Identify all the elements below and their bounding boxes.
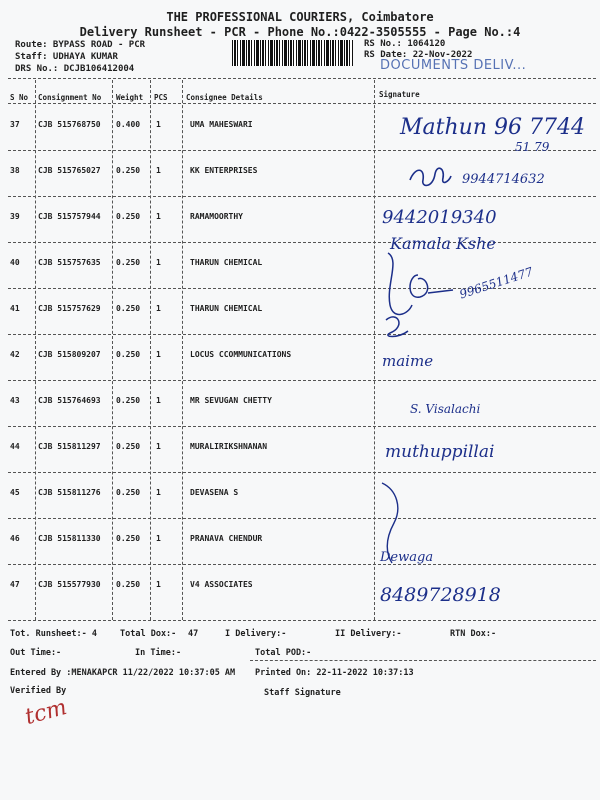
row-divider	[8, 564, 596, 565]
row-consignment-no: CJB 515757944	[38, 212, 101, 221]
verified-by-label: Verified By	[10, 686, 67, 696]
signature-37-note: 51 79	[515, 140, 550, 154]
row-consignee: THARUN CHEMICAL	[190, 258, 263, 267]
staff-label: Staff: UDHAYA KUMAR	[15, 52, 118, 62]
row-weight: 0.250	[116, 396, 141, 405]
row-consignment-no: CJB 515764693	[38, 396, 101, 405]
row-consignee: PRANAVA CHENDUR	[190, 534, 263, 543]
row-consignee: LOCUS CCOMMUNICATIONS	[190, 350, 292, 359]
row-pcs: 1	[156, 488, 161, 497]
row-sno: 40	[10, 258, 20, 267]
row-pcs: 1	[156, 442, 161, 451]
row-consignee: UMA MAHESWARI	[190, 120, 253, 129]
row-pcs: 1	[156, 120, 161, 129]
col-signature: Signature	[379, 90, 420, 99]
row-weight: 0.250	[116, 350, 141, 359]
rs-date: RS Date: 22-Nov-2022	[364, 50, 473, 60]
staff-signature-label: Staff Signature	[264, 688, 341, 698]
row-consignment-no: CJB 515811297	[38, 442, 101, 451]
row-consignee: MR SEVUGAN CHETTY	[190, 396, 272, 405]
total-dox-label: Total Dox:-	[120, 629, 177, 639]
barcode	[232, 40, 353, 66]
row-divider	[8, 150, 596, 151]
row-sno: 47	[10, 580, 20, 589]
signature-38-mark	[405, 162, 455, 192]
row-divider	[8, 288, 596, 289]
row-pcs: 1	[156, 396, 161, 405]
row-sno: 38	[10, 166, 20, 175]
signature-38-phone: 9944714632	[462, 172, 545, 187]
row-weight: 0.250	[116, 442, 141, 451]
row-pcs: 1	[156, 534, 161, 543]
column-separator	[112, 80, 113, 620]
signature-43: S. Visalachi	[410, 402, 481, 416]
out-time-label: Out Time:-	[10, 648, 62, 658]
row-weight: 0.250	[116, 304, 141, 313]
row-sno: 44	[10, 442, 20, 451]
column-separator	[150, 80, 151, 620]
verified-signature: tcm	[22, 694, 70, 731]
i-delivery-label: I Delivery:-	[225, 629, 287, 639]
company-name: THE PROFESSIONAL COURIERS, Coimbatore	[166, 10, 434, 24]
row-sno: 39	[10, 212, 20, 221]
row-divider	[8, 472, 596, 473]
row-consignee: KK ENTERPRISES	[190, 166, 258, 175]
row-consignment-no: CJB 515809207	[38, 350, 101, 359]
col-sno: S No	[10, 93, 29, 102]
row-sno: 43	[10, 396, 20, 405]
row-weight: 0.250	[116, 580, 141, 589]
row-weight: 0.250	[116, 212, 141, 221]
row-pcs: 1	[156, 258, 161, 267]
rs-number: RS No.: 1064120	[364, 39, 446, 49]
row-divider	[8, 380, 596, 381]
row-pcs: 1	[156, 166, 161, 175]
row-pcs: 1	[156, 304, 161, 313]
drs-number: DRS No.: DCJB106412004	[15, 64, 135, 74]
col-pcs: PCS	[154, 93, 168, 102]
row-consignment-no: CJB 515577930	[38, 580, 101, 589]
row-sno: 37	[10, 120, 20, 129]
in-time-label: In Time:-	[135, 648, 182, 658]
row-sno: 46	[10, 534, 20, 543]
row-pcs: 1	[156, 212, 161, 221]
column-separator	[182, 80, 183, 620]
row-weight: 0.250	[116, 258, 141, 267]
ii-delivery-label: II Delivery:-	[335, 629, 402, 639]
signature-37: Mathun 96 7744	[400, 115, 585, 140]
divider	[250, 660, 596, 661]
rtn-dox-label: RTN Dox:-	[450, 629, 497, 639]
row-divider	[8, 426, 596, 427]
col-consignment: Consignment No	[38, 93, 102, 102]
row-consignment-no: CJB 515811330	[38, 534, 101, 543]
col-weight: Weight	[116, 93, 144, 102]
row-consignment-no: CJB 515768750	[38, 120, 101, 129]
column-separator	[35, 80, 36, 620]
row-divider	[8, 196, 596, 197]
documents-delivered-stamp: DOCUMENTS DELIV...	[380, 58, 527, 73]
row-pcs: 1	[156, 350, 161, 359]
divider	[8, 78, 596, 79]
printed-on: Printed On: 22-11-2022 10:37:13	[255, 668, 414, 678]
row-divider	[8, 620, 596, 621]
row-weight: 0.250	[116, 488, 141, 497]
row-consignee: THARUN CHEMICAL	[190, 304, 263, 313]
signature-41-phone: 9965511477	[457, 264, 535, 302]
row-sno: 42	[10, 350, 20, 359]
row-consignee: DEVASENA S	[190, 488, 239, 497]
route-label: Route: BYPASS ROAD - PCR	[15, 40, 146, 50]
signature-42: maime	[382, 352, 434, 370]
row-sno: 41	[10, 304, 20, 313]
row-consignment-no: CJB 515811276	[38, 488, 101, 497]
signature-39-phone: 9442019340	[382, 207, 497, 228]
row-consignment-no: CJB 515757629	[38, 304, 101, 313]
row-weight: 0.400	[116, 120, 141, 129]
signature-44: muthuppillai	[385, 442, 495, 462]
row-pcs: 1	[156, 580, 161, 589]
divider	[8, 103, 596, 104]
row-consignee: MURALIRIKSHNANAN	[190, 442, 268, 451]
row-consignment-no: CJB 515765027	[38, 166, 101, 175]
row-consignment-no: CJB 515757635	[38, 258, 101, 267]
tot-runsheet: Tot. Runsheet:- 4	[10, 629, 97, 639]
row-consignee: RAMAMOORTHY	[190, 212, 243, 221]
runsheet-title: Delivery Runsheet - PCR - Phone No.:0422-3505555 - Page No.:4	[79, 25, 521, 39]
row-divider	[8, 334, 596, 335]
row-weight: 0.250	[116, 534, 141, 543]
col-consignee: Consignee Details	[186, 93, 263, 102]
entered-by: Entered By :MENAKAPCR 11/22/2022 10:37:05 AM	[10, 668, 236, 678]
row-weight: 0.250	[116, 166, 141, 175]
total-pod-label: Total POD:-	[255, 648, 312, 658]
signature-39-name: Kamala Kshe	[390, 234, 496, 253]
total-dox-value: 47	[188, 629, 199, 639]
row-divider	[8, 518, 596, 519]
signature-40-41-mark	[378, 245, 468, 340]
signature-47: 8489728918	[380, 584, 501, 606]
row-sno: 45	[10, 488, 20, 497]
signature-46: Dewaga	[380, 550, 434, 565]
row-consignee: V4 ASSOCIATES	[190, 580, 253, 589]
row-divider	[8, 242, 596, 243]
